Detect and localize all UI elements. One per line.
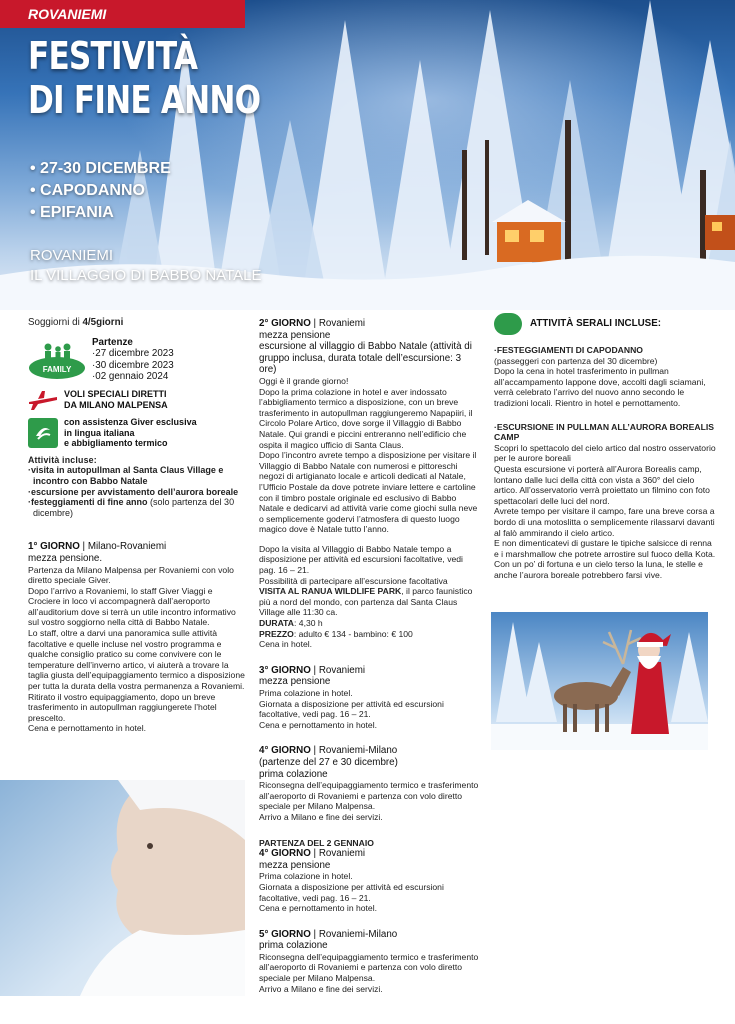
assistance-text [64, 417, 197, 449]
day-5-text: Riconsegna dell’equipaggiamento termico e trasferimento all’aeroporto di Rovaniemi e partenza con volo diretto speciale per Milano Malpensa. Arrivo a Milano e fine dei servizi. [259, 951, 479, 994]
included-activities-title: Attività incluse: [28, 454, 97, 465]
giver-logo-icon [28, 418, 58, 448]
giver-logo-icon [494, 313, 522, 335]
evening-activities-title: ATTIVITÀ SERALI INCLUSE: [530, 317, 661, 329]
santa-reindeer-photo [491, 612, 708, 750]
title-line-2: DI FINE ANNO [28, 78, 261, 122]
title-line-1: FESTIVITÀ [28, 34, 198, 78]
stay-length-value: 4/5giorni [82, 317, 124, 328]
hero-banner [0, 0, 735, 310]
hero-list-item: • 27-30 DICEMBRE [30, 158, 171, 180]
day-5-heading: 5° GIORNO | Rovaniemi-Milano prima colazione [259, 928, 398, 952]
event-2-text: Scopri lo spettacolo del cielo artico dal nostro osservatorio per le aurore boreali Questa escursione vi porterà all’Aurora Borealis camp, lontano dalle luci della città con vista a 360° del cielo artico. All’osservatorio verrà proiettato un filmino con foto spettacolari delle luci del nord. Avrete tempo per visitare il campo, fare una breve corsa a bordo di una motoslitta o semplicemente rilassarvi davanti al falò ammirando il cielo artico. E non dimenticatevi di gustare le tipiche salsicce di renna e i marshmallow che potrete arrostire sul fuoco della Kota. Con un po’ di fortuna e un cielo terso la luna, le stelle e anche l’aurora boreale potrebbero farsi vive. [494, 442, 716, 580]
day-1-heading: 1° GIORNO | Milano-Rovaniemi mezza pensione. [28, 541, 167, 564]
event-1-title: · FESTEGGIAMENTI DI CAPODANNO [494, 345, 716, 356]
day-4-text: Riconsegna dell’equipaggiamento termico e trasferimento all’aeroporto di Rovaniemi e partenza con volo diretto speciale per Milano Malpensa. Arrivo a Milano e fine dei servizi. [259, 780, 479, 822]
list-item: · festeggiamenti di fine anno (solo partenza del 30 dicembre) [28, 497, 246, 518]
assistance-block [28, 417, 246, 449]
day-2-end: Cena in hotel. [259, 639, 313, 650]
middle-column [259, 318, 481, 1003]
day-4b-text: Prima colazione in hotel. Giornata a disposizione per attività ed escursioni facoltative, vedi pag. 16 – 21. Cena e pernottamento in hotel. [259, 871, 444, 914]
january-departure-label: PARTENZA DEL 2 GENNAIO [259, 837, 374, 848]
family-badge-label: FAMILY [42, 364, 72, 374]
assistance-line-1: con assistenza Giver esclusiva [64, 416, 197, 427]
hero-subtitle [30, 246, 261, 286]
evening-activities-header [494, 313, 716, 335]
departures-label: Partenze [92, 336, 133, 348]
flights-text [64, 389, 168, 410]
day-3-text: Prima colazione in hotel. Giornata a disposizione per attività ed escursioni facoltative, vedi pag. 16 – 21. Cena e pernottamento in hotel. [259, 688, 444, 730]
departure-date: · 30 dicembre 2023 [92, 360, 174, 372]
flights-line-2: DA MILANO MALPENSA [64, 399, 168, 410]
day-1-text: Partenza da Milano Malpensa per Rovaniemi con volo diretto speciale Giver. Dopo l’arrivo a Rovaniemi, lo staff Giver Viaggi e Crociere in loco vi accompagnerà dall’aeroporto all’auditorium dove si terrà un utile incontro informativo sul vostro soggiorno nella città di Babbo Natale. Lo staff, oltre a darvi una panoramica sulle attività facoltative e quelle incluse nel vostro programma e qualche consiglio pratico su come convivere con le temperature dell’inverno artico, vi aiuterà a trovare la taglia giusta dell’equipaggiamento termico a disposizione per tutta la durata della vostra permanenza a Rovaniemi. Ritirato il vostro equipaggiamento, dopo un breve trasferimento in autopullman raggiungerete l’hotel prescelto. Cena e pernottamento in hotel. [28, 564, 245, 734]
right-column [494, 313, 716, 589]
departure-date: · 02 gennaio 2024 [92, 371, 174, 383]
hero-list-item: • EPIFANIA [30, 202, 171, 224]
assistance-line-3: e abbigliamento termico [64, 438, 168, 449]
hero-list-item: • CAPODANNO [30, 180, 171, 202]
stay-length-label: Soggiorni di [28, 317, 83, 328]
day-2-heading: 2° GIORNO | Rovaniemi mezza pensione escursione al villaggio di Babbo Natale (attività di gruppo inclusa, durata totale dell’escursione: 3 ore) [259, 318, 472, 376]
day-2-text: Oggi è il grande giorno! Dopo la prima colazione in hotel e aver indossato l’abbigliamento termico a disposizione, con un breve trasferimento in autopullman raggiungeremo Napapiiri, il Circolo Polare Artico, dove sorge il Villaggio di Babbo Natale. Qui grandi e piccini entreranno nell’edificio che ospita il magico ufficio di Santa Claus. Dopo l’incontro avrete tempo a disposizione per visitare il Villaggio di Babbo Natale con numerosi e pittoreschi negozi di artigianato locale e articoli dedicati al Natale, l’Ufficio Postale da dove potrete inviare lettere e cartoline con il timbro postale originale ed esclusivo di Babbo Natale e dedicarvi ad attività varie come giochi sulla neve o semplicemente godervi l’atmosfera di questo luogo magico dove è Natale tutto l’anno. [259, 375, 478, 535]
woman-snow-photo [0, 780, 245, 996]
departure-date: · 27 dicembre 2023 [92, 348, 174, 360]
list-item: · escursione per avvistamento dell’aurora boreale [28, 487, 246, 498]
day-2-text-2: Dopo la visita al Villaggio di Babbo Natale tempo a disposizione per attività ed escursioni facoltative, vedi pag. 16 – 21. Possibilità di partecipare all’escursione facoltativa [259, 543, 463, 586]
ranua-duration: DURATA: 4,30 h [259, 618, 323, 629]
family-badge-icon [28, 340, 86, 380]
event-1-text: Dopo la cena in hotel trasferimento in pullman all’accampamento lappone dove, accolti dagli sciamani, verrà celebrato l’arrivo del nuovo anno secondo le tradizioni locali. Rientro in hotel e pernottamento. [494, 366, 706, 408]
subtitle-line-2: IL VILLAGGIO DI BABBO NATALE [30, 267, 262, 284]
day-3-heading: 3° GIORNO | Rovaniemi mezza pensione [259, 664, 366, 688]
ranua-price: PREZZO: adulto € 134 - bambino: € 100 [259, 628, 413, 639]
list-item: · visita in autopullman al Santa Claus Village e incontro con Babbo Natale [28, 465, 246, 486]
event-2-title: · ESCURSIONE IN PULLMAN ALL’AURORA BOREALIS CAMP [494, 422, 716, 443]
included-activities-list [28, 465, 246, 518]
airplane-icon [28, 389, 58, 411]
page-title [28, 34, 260, 122]
assistance-line-2: in lingua italiana [64, 427, 135, 438]
ranua-excursion: VISITA AL RANUA WILDLIFE PARK, il parco faunistico più a nord del mondo, con partenza dal Santa Claus Village alle 11:30 ca. [259, 586, 473, 618]
hero-dates-list [30, 158, 171, 224]
departures-block [28, 337, 246, 383]
flights-line-1: VOLI SPECIALI DIRETTI [64, 389, 167, 400]
event-1-note: (passeggeri con partenza del 30 dicembre) [494, 355, 658, 366]
subtitle-line-1: ROVANIEMI [30, 247, 114, 264]
stay-length [28, 318, 246, 329]
departures-list [92, 337, 174, 383]
day-4b-heading: 4° GIORNO | Rovaniemi mezza pensione [259, 848, 366, 871]
flights-block [28, 389, 246, 411]
left-column [28, 318, 246, 743]
day-4-heading: 4° GIORNO | Rovaniemi-Milano (partenze del 27 e 30 dicembre) prima colazione [259, 745, 398, 780]
destination-tag: ROVANIEMI [0, 0, 245, 28]
